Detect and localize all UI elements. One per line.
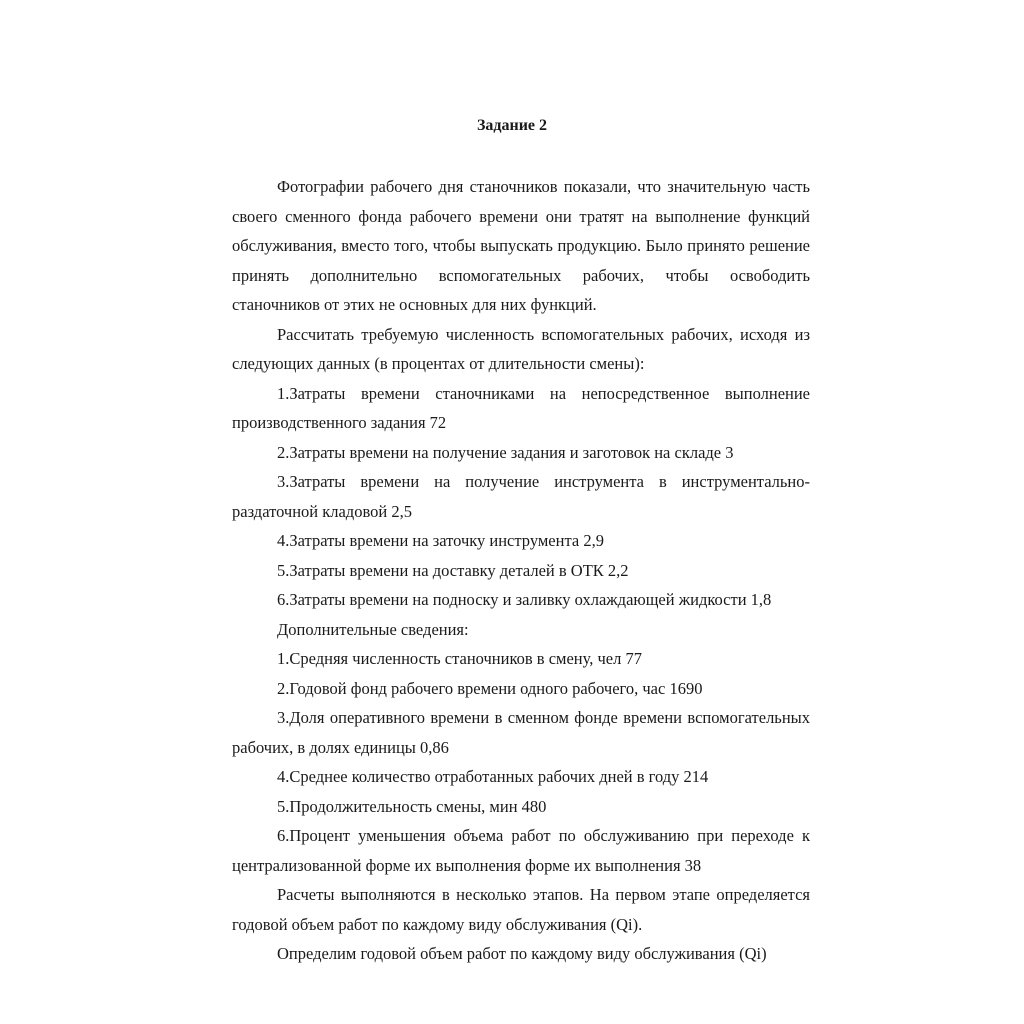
list-item-time-2: 2.Затраты времени на получение задания и заготовок на складе 3 <box>277 442 734 462</box>
list-item-time-5: 5.Затраты времени на доставку деталей в ОТК 2,2 <box>277 560 629 580</box>
paragraph-task: Рассчитать требуемую численность вспомогательных рабочих, исходя из следующих данных (в процентах от длительности смены): <box>232 324 810 373</box>
list-item-time-4: 4.Затраты времени на заточку инструмента 2,9 <box>277 531 604 550</box>
list-item-extra-4: 4.Среднее количество отработанных рабочих дней в году 214 <box>277 767 709 786</box>
list-item-extra-1: 1.Средняя численность станочников в смену, чел 77 <box>277 649 642 668</box>
section-heading-additional: Дополнительные сведения: <box>277 619 469 639</box>
page-title: Задание 2 <box>476 117 548 134</box>
list-item-time-6: 6.Затраты времени на подноску и заливку охлаждающей жидкости 1,8 <box>277 590 772 609</box>
list-item-extra-5: 5.Продолжительность смены, мин 480 <box>277 796 547 816</box>
list-item-extra-3: 3.Доля оперативного времени в сменном фонде времени вспомогательных рабочих, в долях единицы 0,86 <box>232 708 810 757</box>
paragraph-intro: Фотографии рабочего дня станочников показали, что значительную часть своего сменного фонда рабочего времени они тратят на выполнение функций обслуживания, вместо того, чтобы выпускать продукцию. Было принято решение принять дополнительно вспомогательных рабочих, чтобы освободить станочников от этих не основных для них функций. <box>232 177 810 314</box>
document-body <box>232 172 810 969</box>
list-item-time-1: 1.Затраты времени станочниками на непосредственное выполнение производственного задания 72 <box>232 383 810 432</box>
list-item-extra-2: 2.Годовой фонд рабочего времени одного рабочего, час 1690 <box>277 678 703 698</box>
paragraph-stages: Расчеты выполняются в несколько этапов. На первом этапе определяется годовой объем работ по каждому виду обслуживания (Qi). <box>232 885 810 934</box>
paragraph-define: Определим годовой объем работ по каждому виду обслуживания (Qi) <box>277 944 767 963</box>
list-item-extra-6: 6.Процент уменьшения объема работ по обслуживанию при переходе к централизованной форме их выполнения форме их выполнения 38 <box>232 826 810 875</box>
list-item-time-3: 3.Затраты времени на получение инструмента в инструментально-раздаточной кладовой 2,5 <box>232 472 810 521</box>
